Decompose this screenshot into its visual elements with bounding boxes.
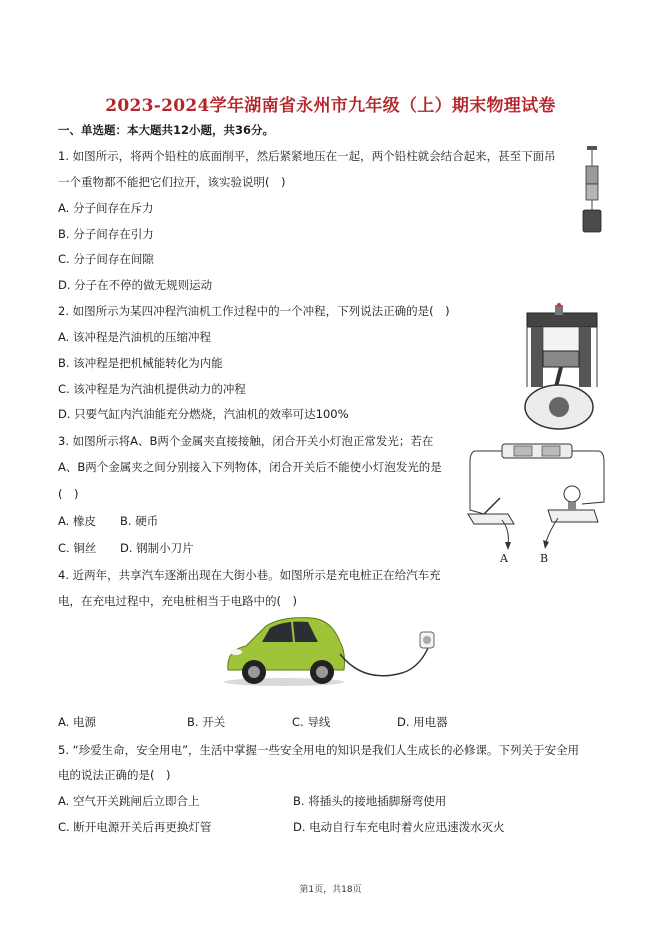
q2-option-b: B. 该冲程是把机械能转化为内能 (58, 356, 223, 370)
q3-option-d: D. 钢制小刀片 (120, 541, 194, 555)
q1-option-a: A. 分子间存在斥力 (58, 201, 154, 215)
lead-cylinders-figure (580, 146, 604, 238)
q3-option-c: C. 铜丝 (58, 541, 97, 555)
q5-option-a: A. 空气开关跳闸后立即合上 (58, 794, 200, 808)
q5-stem-line1: 5. “珍爱生命，安全用电”，生活中掌握一些安全用电的知识是我们人生成长的必修课。下列关于安全用 (58, 743, 580, 757)
q4-stem-line1: 4. 近两年，共享汽车逐渐出现在大街小巷。如图所示是充电桩正在给汽车充 (58, 568, 441, 582)
circuit-label-a: A (500, 552, 508, 565)
q4-option-a: A. 电源 (58, 715, 96, 729)
q1-stem-line2: 一个重物都不能把它们拉开，该实验说明( ) (58, 175, 286, 189)
q4-option-b: B. 开关 (187, 715, 226, 729)
page-footer: 第1页，共18页 (299, 885, 362, 895)
q4-stem-line2: 电，在充电过程中，充电桩相当于电路中的( ) (58, 594, 297, 608)
q1-stem-line1: 1. 如图所示，将两个铅柱的底面削平，然后紧紧地压在一起，两个铅柱就会结合起来，甚至下面吊 (58, 149, 556, 163)
q3-option-a: A. 橡皮 (58, 514, 96, 528)
q1-option-c: C. 分子间存在间隙 (58, 252, 154, 266)
q3-stem-line3: ( ) (58, 487, 79, 501)
page-title: 2023-2024学年湖南省永州市九年级（上）期末物理试卷 (105, 96, 556, 116)
q2-stem: 2. 如图所示为某四冲程汽油机工作过程中的一个冲程，下列说法正确的是( ) (58, 304, 450, 318)
circuit-figure (462, 432, 612, 568)
q4-option-d: D. 用电器 (397, 715, 448, 729)
q2-option-d: D. 只要气缸内汽油能充分燃烧，汽油机的效率可达100% (58, 407, 349, 421)
q2-option-a: A. 该冲程是汽油机的压缩冲程 (58, 330, 211, 344)
section-heading: 一、单选题：本大题共12小题，共36分。 (58, 123, 275, 137)
q5-option-b: B. 将插头的接地插脚掰弯使用 (293, 794, 447, 808)
q3-stem-line2: A、B两个金属夹之间分别接入下列物体，闭合开关后不能使小灯泡发光的是 (58, 460, 442, 474)
circuit-label-b: B (540, 552, 549, 565)
q1-option-d: D. 分子在不停的做无规则运动 (58, 278, 213, 292)
q5-stem-line2: 电的说法正确的是( ) (58, 768, 171, 782)
q2-option-c: C. 该冲程是为汽油机提供动力的冲程 (58, 382, 246, 396)
q5-option-d: D. 电动自行车充电时着火应迅速泼水灭火 (293, 820, 505, 834)
engine-cylinder-figure (517, 303, 607, 433)
q5-option-c: C. 断开电源开关后再更换灯管 (58, 820, 212, 834)
q3-option-b: B. 硬币 (120, 514, 159, 528)
q4-option-c: C. 导线 (292, 715, 331, 729)
q1-option-b: B. 分子间存在引力 (58, 227, 154, 241)
q3-stem-line1: 3. 如图所示将A、B两个金属夹直接接触，闭合开关小灯泡正常发光；若在 (58, 434, 434, 448)
car-charging-figure (222, 612, 438, 688)
